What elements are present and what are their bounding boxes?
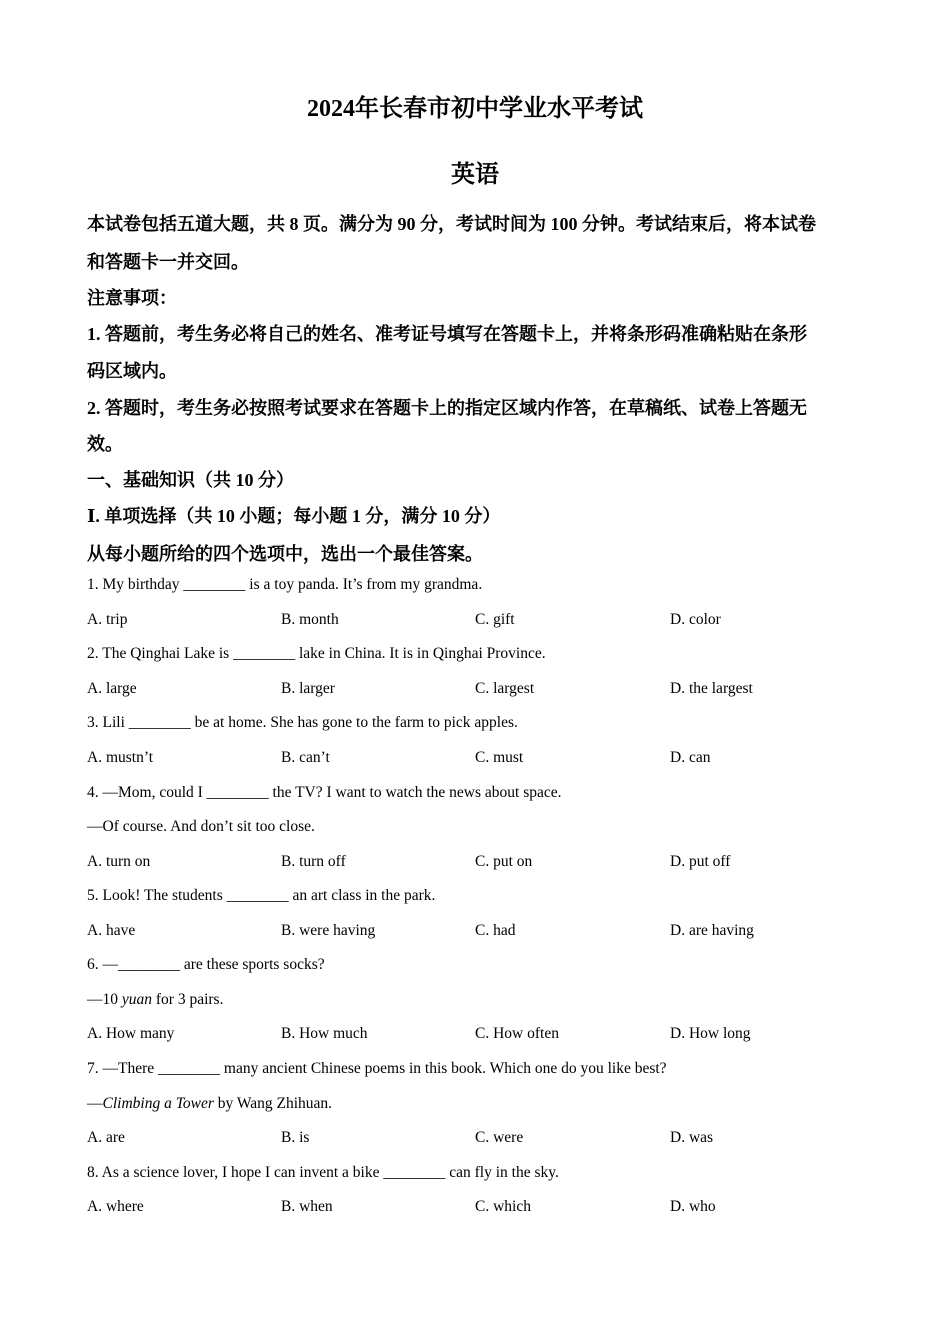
question-1-option-c: C. gift [475,611,515,628]
question-7-stem: 7. —There ________ many ancient Chinese poems in this book. Which one do you like best? [87,1060,667,1077]
question-8-option-b: B. when [281,1198,333,1215]
question-4-option-d: D. put off [670,853,731,870]
question-7-option-b: B. is [281,1129,310,1146]
question-7-reply-post: by Wang Zhihuan. [213,1095,333,1112]
question-7-option-a: A. are [87,1129,125,1146]
question-8-option-a: A. where [87,1198,144,1215]
question-1-option-d: D. color [670,611,721,628]
exam-subject: 英语 [451,162,499,188]
part-heading: Ⅰ. 单项选择（共 10 小题；每小题 1 分，满分 10 分） [87,506,501,526]
question-6-option-a: A. How many [87,1025,175,1042]
question-6-option-b: B. How much [281,1025,368,1042]
question-4-reply: —Of course. And don’t sit too close. [87,818,315,835]
question-4-option-b: B. turn off [281,853,346,870]
note-2-line-2: 效。 [87,434,123,454]
note-2-line-1: 2. 答题时，考生务必按照考试要求在答题卡上的指定区域内作答，在草稿纸、试卷上答题无 [87,398,807,418]
question-1-option-b: B. month [281,611,339,628]
question-8-option-c: C. which [475,1198,531,1215]
question-7-option-d: D. was [670,1129,714,1146]
question-6-reply-post: for 3 pairs. [152,991,224,1008]
section-heading: 一、基础知识（共 10 分） [87,470,294,490]
question-3-option-a: A. mustn’t [87,749,154,766]
question-4-stem: 4. —Mom, could I ________ the TV? I want to watch the news about space. [87,784,562,801]
question-4-option-c: C. put on [475,853,533,870]
exam-title: 2024年长春市初中学业水平考试 [307,96,643,122]
question-7-option-c: C. were [475,1129,524,1146]
question-2-option-a: A. large [87,680,137,697]
question-2-option-c: C. largest [475,680,535,697]
question-7-reply-pre: — [87,1095,103,1112]
question-3-stem: 3. Lili ________ be at home. She has gone to the farm to pick apples. [87,714,518,731]
question-2-stem: 2. The Qinghai Lake is ________ lake in China. It is in Qinghai Province. [87,645,546,662]
question-5-option-b: B. were having [281,922,376,939]
question-2-option-b: B. larger [281,680,335,697]
question-5-option-c: C. had [475,922,516,939]
question-5-stem: 5. Look! The students ________ an art class in the park. [87,887,436,904]
intro-line-1: 本试卷包括五道大题，共 8 页。满分为 90 分，考试时间为 100 分钟。考试结束后，将本试卷 [87,214,816,234]
question-6-reply [87,991,223,1009]
question-6-stem: 6. —________ are these sports socks? [87,956,325,973]
note-1-line-2: 码区域内。 [87,361,177,381]
question-2-option-d: D. the largest [670,680,753,697]
note-1-line-1: 1. 答题前，考生务必将自己的姓名、准考证号填写在答题卡上，并将条形码准确粘贴在条形 [87,324,807,344]
question-5-option-a: A. have [87,922,136,939]
question-6-reply-pre: —10 [87,991,122,1008]
question-7-reply-italic: Climbing a Tower [102,1095,214,1112]
question-5-option-d: D. are having [670,922,754,939]
direction-text: 从每小题所给的四个选项中，选出一个最佳答案。 [87,544,483,564]
question-8-option-d: D. who [670,1198,716,1215]
notes-heading: 注意事项： [87,288,177,308]
question-1-option-a: A. trip [87,611,128,628]
question-6-reply-italic: yuan [121,991,153,1008]
question-3-option-c: C. must [475,749,524,766]
question-7-reply [87,1095,332,1113]
question-3-option-b: B. can’t [281,749,330,766]
intro-line-2: 和答题卡一并交回。 [87,252,249,272]
question-3-option-d: D. can [670,749,711,766]
question-1-stem: 1. My birthday ________ is a toy panda. It’s from my grandma. [87,576,483,593]
question-4-option-a: A. turn on [87,853,151,870]
question-6-option-d: D. How long [670,1025,751,1042]
question-8-stem: 8. As a science lover, I hope I can invent a bike ________ can fly in the sky. [87,1164,559,1181]
question-6-option-c: C. How often [475,1025,559,1042]
